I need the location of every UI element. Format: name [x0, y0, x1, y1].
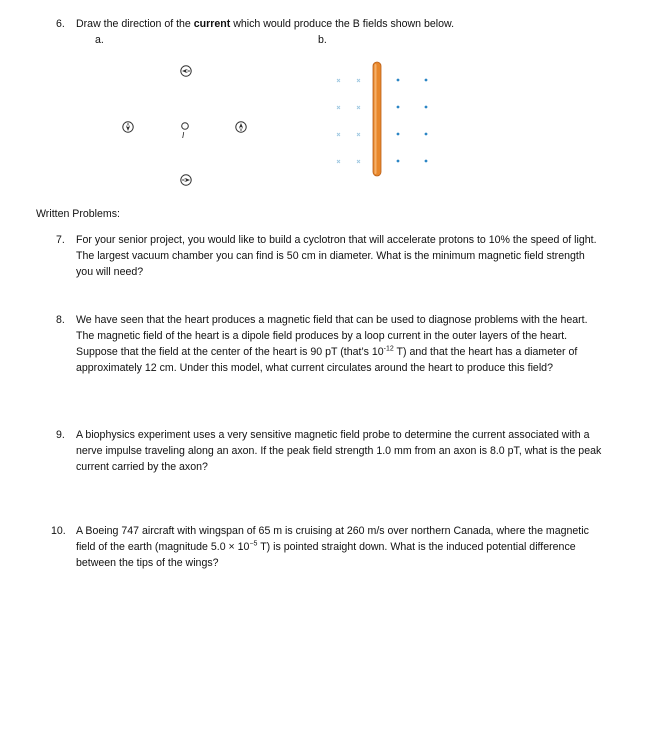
- question-8-text: We have seen that the heart produces a magnetic field that can be used to diagnose problems with the heart. The magnetic field of the heart is a dipole field produces by a loop current in the outer layers of the heart. Suppose that the field at the center of the heart is 90 pT (that’s $10^{-12}$ T) and that the heart has a diameter of approximately 12 cm. Under this model, what current circulates around the heart to produce this field?: [76, 314, 588, 374]
- question-9-text: A biophysics experiment uses a very sensitive magnetic field probe to determine the current associated with a nerve impulse traveling along an axon. If the peak field strength 1.0 mm from an axon is 8.0 pT, what is the peak current carried by the axon?: [76, 429, 602, 473]
- question-9-number: 9.: [56, 429, 65, 441]
- section-heading: Written Problems:: [36, 208, 120, 220]
- field-into-page-marks: [337, 79, 360, 163]
- question-10-text: A Boeing 747 aircraft with wingspan of 65 m is cruising at 260 m/s over northern Canada, where the magnetic field of the earth (magnitude $5.0 \times 10^{-5}$ T) is pointed straight down. What is the induced potential difference between the tips of the wings?: [76, 525, 589, 569]
- compass-top: [181, 66, 191, 76]
- compass-bottom: [181, 175, 191, 185]
- question-10-number: 10.: [51, 525, 66, 537]
- wire-cross-section: [182, 123, 189, 130]
- question-6-number: 6.: [56, 18, 65, 30]
- part-b-label: b.: [318, 34, 327, 46]
- question-6-text: Draw the direction of the current which would produce the B fields shown below.: [76, 18, 455, 30]
- current-label: I: [182, 131, 185, 140]
- part-a-label: a.: [95, 34, 104, 46]
- field-out-of-page-dots: [397, 79, 428, 163]
- question-7-text: For your senior project, you would like to build a cyclotron that will accelerate protons to 10% the speed of light. The largest vacuum chamber you can find is 50 cm in diameter. What is the minimum magnetic field strength you will need?: [76, 234, 597, 278]
- straight-wire: [373, 62, 381, 176]
- question-8-number: 8.: [56, 314, 65, 326]
- compass-left: [123, 122, 133, 132]
- question-7-number: 7.: [56, 234, 65, 246]
- compass-right: [236, 122, 246, 132]
